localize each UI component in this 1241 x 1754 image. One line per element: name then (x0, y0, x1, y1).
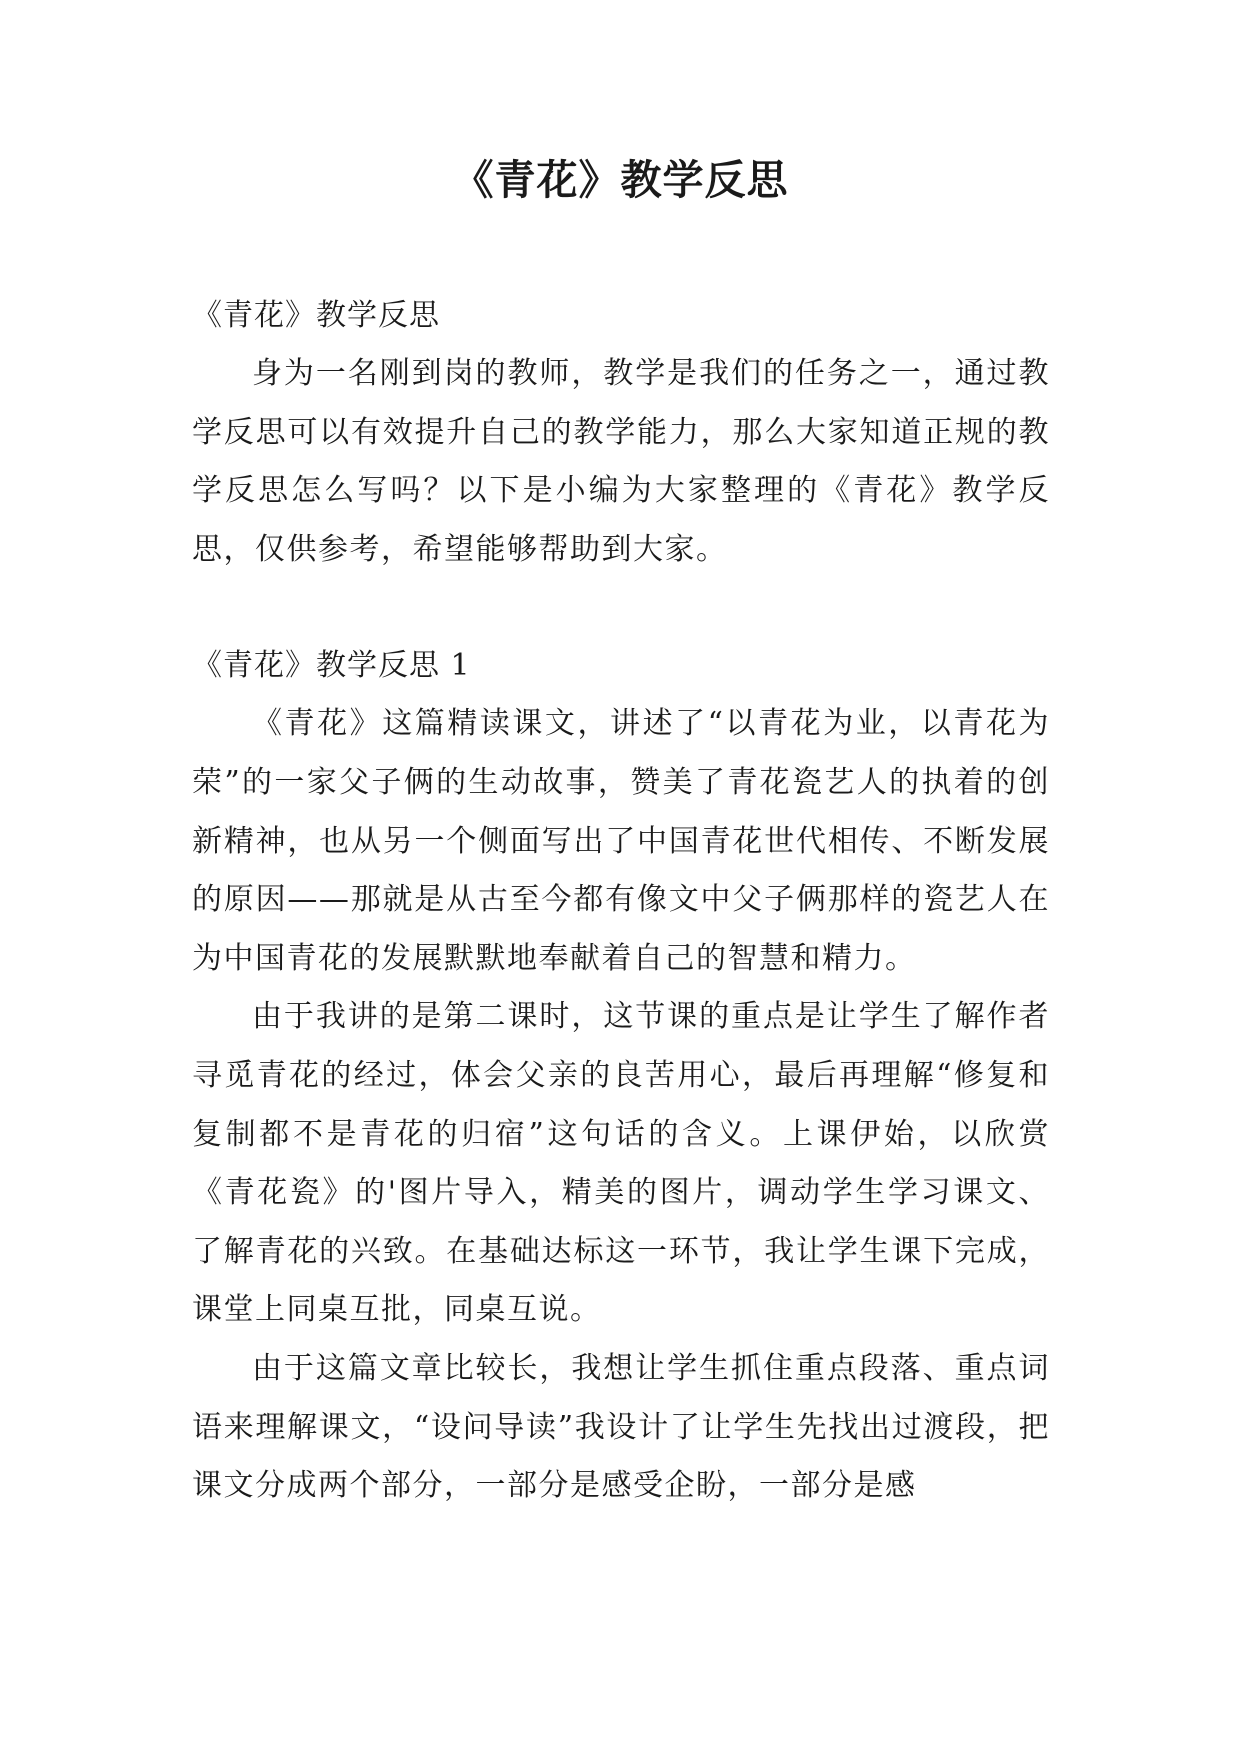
section-1-paragraph-2: 由于我讲的是第二课时，这节课的重点是让学生了解作者寻觅青花的经过，体会父亲的良苦用心，最后再理解“修复和复制都不是青花的归宿”这句话的含义。上课伊始，以欣赏《青花瓷》的'图片导入，精美的图片，调动学生学习课文、了解青花的兴致。在基础达标这一环节，我让学生课下完成，课堂上同桌互批，同桌互说。 (192, 999, 1050, 1328)
intro-heading: 《青花》教学反思 (192, 298, 440, 333)
section-spacer (192, 579, 1050, 637)
intro-paragraph: 身为一名刚到岗的教师，教学是我们的任务之一，通过教学反思可以有效提升自己的教学能力，那么大家知道正规的教学反思怎么写吗？以下是小编为大家整理的《青花》教学反思，仅供参考，希望能够帮助到大家。 (192, 356, 1050, 567)
document-title: 《青花》教学反思 (452, 156, 789, 204)
section-1-heading: 《青花》教学反思 1 (192, 648, 471, 684)
section-1-paragraph-1: 《青花》这篇精读课文，讲述了“以青花为业，以青花为荣”的一家父子俩的生动故事，赞美了青花瓷艺人的执着的创新精神，也从另一个侧面写出了中国青花世代相传、不断发展的原因——那就是从古至今都有像文中父子俩那样的瓷艺人在为中国青花的发展默默地奉献着自己的智慧和精力。 (192, 706, 1050, 976)
section-1-paragraph-3: 由于这篇文章比较长，我想让学生抓住重点段落、重点词语来理解课文，“设问导读”我设计了让学生先找出过渡段，把课文分成两个部分，一部分是感受企盼，一部分是感 (192, 1350, 1050, 1504)
document-body (192, 287, 1050, 1516)
